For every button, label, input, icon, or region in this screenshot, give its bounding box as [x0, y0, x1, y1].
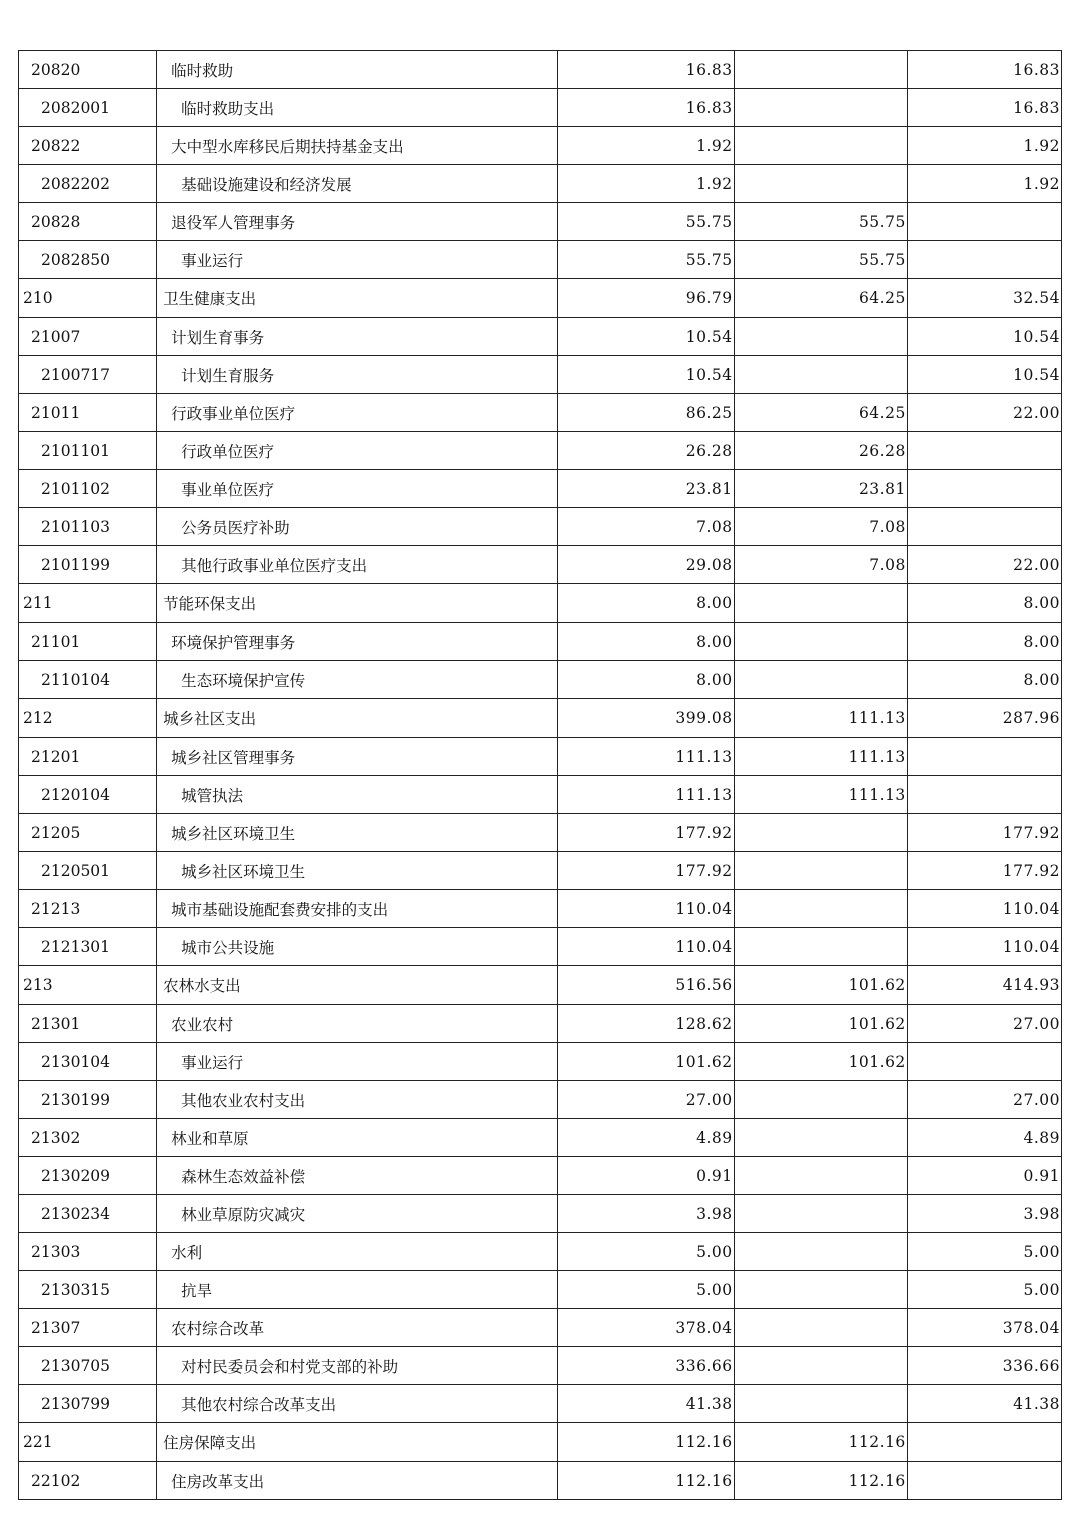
- basic-expenditure-cell: [734, 1081, 907, 1119]
- code-cell: 2130104: [19, 1043, 157, 1081]
- project-expenditure-cell: 287.96: [907, 699, 1061, 738]
- project-expenditure-cell: 5.00: [907, 1233, 1061, 1271]
- code-cell: 21302: [19, 1119, 157, 1157]
- code-cell: 21011: [19, 394, 157, 432]
- basic-expenditure-cell: 112.16: [734, 1423, 907, 1462]
- name-cell: 事业运行: [157, 1043, 557, 1081]
- code-cell: 2130799: [19, 1385, 157, 1423]
- code-cell: 2130199: [19, 1081, 157, 1119]
- code-cell: 2082001: [19, 89, 157, 127]
- table-row: [19, 1462, 1062, 1500]
- basic-expenditure-cell: [734, 1385, 907, 1423]
- total-cell: 110.04: [557, 890, 734, 928]
- project-expenditure-cell: 22.00: [907, 394, 1061, 432]
- project-expenditure-cell: [907, 203, 1061, 241]
- table-row: [19, 814, 1062, 852]
- table-row: [19, 1233, 1062, 1271]
- table-row: [19, 1385, 1062, 1423]
- table-row: [19, 470, 1062, 508]
- table-row: [19, 623, 1062, 661]
- total-cell: 7.08: [557, 508, 734, 546]
- code-cell: 22102: [19, 1462, 157, 1500]
- table-row: [19, 279, 1062, 318]
- name-cell: 卫生健康支出: [157, 279, 557, 318]
- total-cell: 10.54: [557, 356, 734, 394]
- project-expenditure-cell: [907, 738, 1061, 776]
- project-expenditure-cell: 10.54: [907, 318, 1061, 356]
- total-cell: 3.98: [557, 1195, 734, 1233]
- project-expenditure-cell: 5.00: [907, 1271, 1061, 1309]
- name-cell: 行政事业单位医疗: [157, 394, 557, 432]
- project-expenditure-cell: 32.54: [907, 279, 1061, 318]
- project-expenditure-cell: 10.54: [907, 356, 1061, 394]
- project-expenditure-cell: 177.92: [907, 814, 1061, 852]
- project-expenditure-cell: 8.00: [907, 584, 1061, 623]
- table-row: [19, 661, 1062, 699]
- code-cell: 2100717: [19, 356, 157, 394]
- total-cell: 55.75: [557, 203, 734, 241]
- table-row: [19, 203, 1062, 241]
- total-cell: 23.81: [557, 470, 734, 508]
- table-row: [19, 318, 1062, 356]
- project-expenditure-cell: 8.00: [907, 623, 1061, 661]
- basic-expenditure-cell: [734, 1195, 907, 1233]
- table-row: [19, 699, 1062, 738]
- total-cell: 399.08: [557, 699, 734, 738]
- table-row: [19, 127, 1062, 165]
- name-cell: 事业运行: [157, 241, 557, 279]
- code-cell: 21301: [19, 1005, 157, 1043]
- code-cell: 2121301: [19, 928, 157, 966]
- name-cell: 森林生态效益补偿: [157, 1157, 557, 1195]
- project-expenditure-cell: 1.92: [907, 165, 1061, 203]
- project-expenditure-cell: 8.00: [907, 661, 1061, 699]
- project-expenditure-cell: 3.98: [907, 1195, 1061, 1233]
- code-cell: 2130234: [19, 1195, 157, 1233]
- total-cell: 177.92: [557, 852, 734, 890]
- project-expenditure-cell: 27.00: [907, 1005, 1061, 1043]
- code-cell: 211: [19, 584, 157, 623]
- total-cell: 4.89: [557, 1119, 734, 1157]
- table-row: [19, 1081, 1062, 1119]
- code-cell: 212: [19, 699, 157, 738]
- basic-expenditure-cell: 111.13: [734, 738, 907, 776]
- table-row: [19, 890, 1062, 928]
- code-cell: 2110104: [19, 661, 157, 699]
- name-cell: 临时救助: [157, 51, 557, 89]
- project-expenditure-cell: 16.83: [907, 51, 1061, 89]
- table-row: [19, 1043, 1062, 1081]
- code-cell: 2101102: [19, 470, 157, 508]
- basic-expenditure-cell: [734, 890, 907, 928]
- basic-expenditure-cell: [734, 1347, 907, 1385]
- name-cell: 城市基础设施配套费安排的支出: [157, 890, 557, 928]
- basic-expenditure-cell: [734, 623, 907, 661]
- code-cell: 21101: [19, 623, 157, 661]
- name-cell: 大中型水库移民后期扶持基金支出: [157, 127, 557, 165]
- name-cell: 农业农村: [157, 1005, 557, 1043]
- name-cell: 住房改革支出: [157, 1462, 557, 1500]
- total-cell: 110.04: [557, 928, 734, 966]
- table-row: [19, 432, 1062, 470]
- basic-expenditure-cell: [734, 165, 907, 203]
- code-cell: 21213: [19, 890, 157, 928]
- name-cell: 林业和草原: [157, 1119, 557, 1157]
- basic-expenditure-cell: 64.25: [734, 279, 907, 318]
- basic-expenditure-cell: [734, 584, 907, 623]
- total-cell: 16.83: [557, 89, 734, 127]
- basic-expenditure-cell: 112.16: [734, 1462, 907, 1500]
- name-cell: 公务员医疗补助: [157, 508, 557, 546]
- basic-expenditure-cell: [734, 661, 907, 699]
- basic-expenditure-cell: [734, 852, 907, 890]
- basic-expenditure-cell: [734, 127, 907, 165]
- total-cell: 29.08: [557, 546, 734, 584]
- basic-expenditure-cell: 55.75: [734, 203, 907, 241]
- name-cell: 抗旱: [157, 1271, 557, 1309]
- table-row: [19, 966, 1062, 1005]
- basic-expenditure-cell: [734, 318, 907, 356]
- total-cell: 86.25: [557, 394, 734, 432]
- total-cell: 112.16: [557, 1462, 734, 1500]
- name-cell: 城乡社区管理事务: [157, 738, 557, 776]
- name-cell: 节能环保支出: [157, 584, 557, 623]
- basic-expenditure-cell: 7.08: [734, 546, 907, 584]
- expenditure-table: [18, 50, 1062, 1500]
- basic-expenditure-cell: 55.75: [734, 241, 907, 279]
- code-cell: 2120501: [19, 852, 157, 890]
- name-cell: 其他农业农村支出: [157, 1081, 557, 1119]
- table-row: [19, 584, 1062, 623]
- total-cell: 96.79: [557, 279, 734, 318]
- name-cell: 对村民委员会和村党支部的补助: [157, 1347, 557, 1385]
- total-cell: 336.66: [557, 1347, 734, 1385]
- table-row: [19, 1195, 1062, 1233]
- basic-expenditure-cell: 26.28: [734, 432, 907, 470]
- total-cell: 5.00: [557, 1233, 734, 1271]
- name-cell: 其他行政事业单位医疗支出: [157, 546, 557, 584]
- basic-expenditure-cell: [734, 1157, 907, 1195]
- total-cell: 8.00: [557, 661, 734, 699]
- project-expenditure-cell: [907, 1462, 1061, 1500]
- total-cell: 0.91: [557, 1157, 734, 1195]
- table-row: [19, 546, 1062, 584]
- project-expenditure-cell: 0.91: [907, 1157, 1061, 1195]
- code-cell: 2130315: [19, 1271, 157, 1309]
- name-cell: 城管执法: [157, 776, 557, 814]
- name-cell: 环境保护管理事务: [157, 623, 557, 661]
- name-cell: 住房保障支出: [157, 1423, 557, 1462]
- project-expenditure-cell: [907, 508, 1061, 546]
- code-cell: 210: [19, 279, 157, 318]
- basic-expenditure-cell: [734, 1119, 907, 1157]
- basic-expenditure-cell: [734, 928, 907, 966]
- total-cell: 1.92: [557, 165, 734, 203]
- code-cell: 21205: [19, 814, 157, 852]
- project-expenditure-cell: 22.00: [907, 546, 1061, 584]
- name-cell: 水利: [157, 1233, 557, 1271]
- name-cell: 城乡社区环境卫生: [157, 852, 557, 890]
- name-cell: 行政单位医疗: [157, 432, 557, 470]
- code-cell: 20822: [19, 127, 157, 165]
- name-cell: 计划生育事务: [157, 318, 557, 356]
- project-expenditure-cell: 336.66: [907, 1347, 1061, 1385]
- basic-expenditure-cell: [734, 1233, 907, 1271]
- table-row: [19, 1423, 1062, 1462]
- project-expenditure-cell: 378.04: [907, 1309, 1061, 1347]
- project-expenditure-cell: [907, 241, 1061, 279]
- project-expenditure-cell: 4.89: [907, 1119, 1061, 1157]
- name-cell: 城市公共设施: [157, 928, 557, 966]
- code-cell: 2101199: [19, 546, 157, 584]
- table-row: [19, 508, 1062, 546]
- name-cell: 生态环境保护宣传: [157, 661, 557, 699]
- table-row: [19, 241, 1062, 279]
- name-cell: 农林水支出: [157, 966, 557, 1005]
- name-cell: 其他农村综合改革支出: [157, 1385, 557, 1423]
- basic-expenditure-cell: [734, 814, 907, 852]
- total-cell: 378.04: [557, 1309, 734, 1347]
- code-cell: 20828: [19, 203, 157, 241]
- table-row: [19, 928, 1062, 966]
- total-cell: 112.16: [557, 1423, 734, 1462]
- project-expenditure-cell: 177.92: [907, 852, 1061, 890]
- name-cell: 城乡社区支出: [157, 699, 557, 738]
- table-row: [19, 51, 1062, 89]
- code-cell: 2120104: [19, 776, 157, 814]
- code-cell: 2082850: [19, 241, 157, 279]
- project-expenditure-cell: [907, 1043, 1061, 1081]
- total-cell: 26.28: [557, 432, 734, 470]
- code-cell: 20820: [19, 51, 157, 89]
- code-cell: 21307: [19, 1309, 157, 1347]
- total-cell: 111.13: [557, 738, 734, 776]
- table-row: [19, 1119, 1062, 1157]
- table-body: [19, 51, 1062, 1500]
- basic-expenditure-cell: 111.13: [734, 776, 907, 814]
- basic-expenditure-cell: 101.62: [734, 1043, 907, 1081]
- code-cell: 21303: [19, 1233, 157, 1271]
- total-cell: 27.00: [557, 1081, 734, 1119]
- table-row: [19, 165, 1062, 203]
- table-row: [19, 89, 1062, 127]
- project-expenditure-cell: [907, 432, 1061, 470]
- code-cell: 2130705: [19, 1347, 157, 1385]
- name-cell: 退役军人管理事务: [157, 203, 557, 241]
- total-cell: 128.62: [557, 1005, 734, 1043]
- basic-expenditure-cell: 7.08: [734, 508, 907, 546]
- code-cell: 2101103: [19, 508, 157, 546]
- project-expenditure-cell: 414.93: [907, 966, 1061, 1005]
- project-expenditure-cell: 41.38: [907, 1385, 1061, 1423]
- name-cell: 计划生育服务: [157, 356, 557, 394]
- table-row: [19, 394, 1062, 432]
- basic-expenditure-cell: 64.25: [734, 394, 907, 432]
- basic-expenditure-cell: [734, 1309, 907, 1347]
- basic-expenditure-cell: [734, 51, 907, 89]
- code-cell: 2130209: [19, 1157, 157, 1195]
- table-row: [19, 852, 1062, 890]
- name-cell: 农村综合改革: [157, 1309, 557, 1347]
- total-cell: 8.00: [557, 584, 734, 623]
- project-expenditure-cell: 16.83: [907, 89, 1061, 127]
- table-row: [19, 1005, 1062, 1043]
- basic-expenditure-cell: [734, 1271, 907, 1309]
- table-row: [19, 1309, 1062, 1347]
- total-cell: 55.75: [557, 241, 734, 279]
- code-cell: 21201: [19, 738, 157, 776]
- project-expenditure-cell: [907, 1423, 1061, 1462]
- table-row: [19, 1271, 1062, 1309]
- code-cell: 21007: [19, 318, 157, 356]
- name-cell: 临时救助支出: [157, 89, 557, 127]
- total-cell: 1.92: [557, 127, 734, 165]
- total-cell: 516.56: [557, 966, 734, 1005]
- project-expenditure-cell: 1.92: [907, 127, 1061, 165]
- basic-expenditure-cell: 23.81: [734, 470, 907, 508]
- code-cell: 221: [19, 1423, 157, 1462]
- name-cell: 林业草原防灾减灾: [157, 1195, 557, 1233]
- total-cell: 10.54: [557, 318, 734, 356]
- table-row: [19, 738, 1062, 776]
- name-cell: 城乡社区环境卫生: [157, 814, 557, 852]
- basic-expenditure-cell: [734, 89, 907, 127]
- total-cell: 177.92: [557, 814, 734, 852]
- table-row: [19, 776, 1062, 814]
- table-row: [19, 1347, 1062, 1385]
- code-cell: 213: [19, 966, 157, 1005]
- project-expenditure-cell: 110.04: [907, 890, 1061, 928]
- name-cell: 事业单位医疗: [157, 470, 557, 508]
- basic-expenditure-cell: 111.13: [734, 699, 907, 738]
- basic-expenditure-cell: 101.62: [734, 1005, 907, 1043]
- table-row: [19, 356, 1062, 394]
- code-cell: 2101101: [19, 432, 157, 470]
- code-cell: 2082202: [19, 165, 157, 203]
- total-cell: 8.00: [557, 623, 734, 661]
- total-cell: 41.38: [557, 1385, 734, 1423]
- total-cell: 16.83: [557, 51, 734, 89]
- total-cell: 5.00: [557, 1271, 734, 1309]
- total-cell: 111.13: [557, 776, 734, 814]
- basic-expenditure-cell: 101.62: [734, 966, 907, 1005]
- project-expenditure-cell: [907, 776, 1061, 814]
- basic-expenditure-cell: [734, 356, 907, 394]
- project-expenditure-cell: [907, 470, 1061, 508]
- name-cell: 基础设施建设和经济发展: [157, 165, 557, 203]
- project-expenditure-cell: 27.00: [907, 1081, 1061, 1119]
- table-row: [19, 1157, 1062, 1195]
- total-cell: 101.62: [557, 1043, 734, 1081]
- project-expenditure-cell: 110.04: [907, 928, 1061, 966]
